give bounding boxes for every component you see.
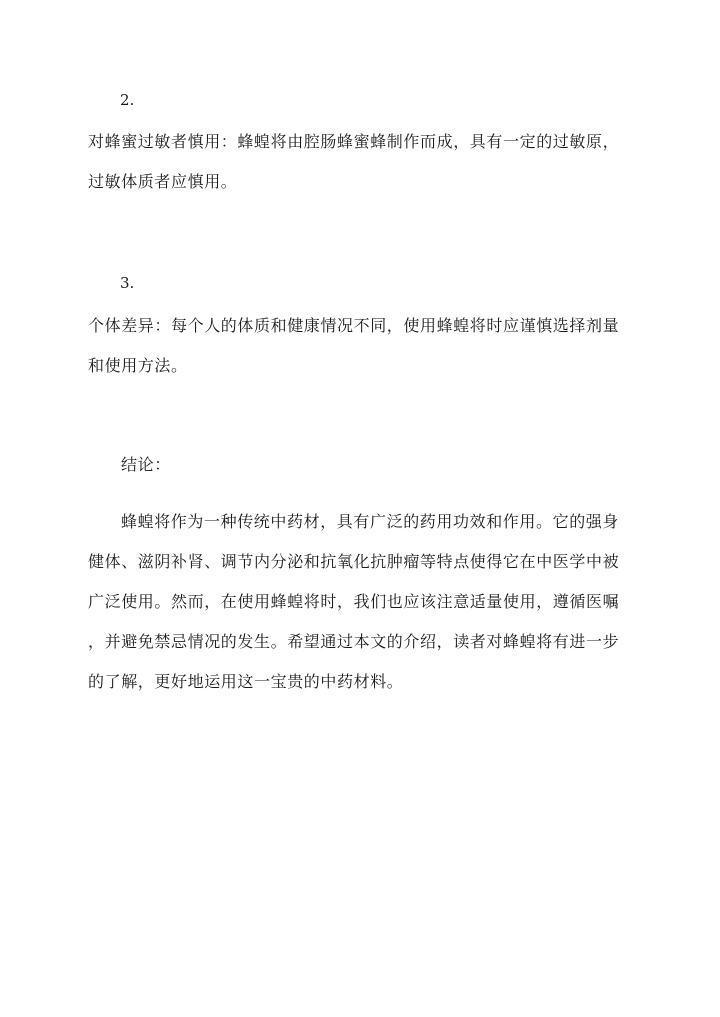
paragraph-line: 过敏体质者应慎用。 xyxy=(88,172,238,191)
paragraph-line: 对蜂蜜过敏者慎用：蜂蝗将由腔肠蜂蜜蜂制作而成，具有一定的过敏原， xyxy=(88,132,620,151)
paragraph-line: 广泛使用。然而，在使用蜂蝗将时，我们也应该注意适量使用，遵循医嘱 xyxy=(88,592,620,611)
paragraph-individual-differences xyxy=(88,306,636,386)
conclusion-heading: 结论： xyxy=(121,455,171,474)
paragraph-line: 个体差异：每个人的体质和健康情况不同，使用蜂蝗将时应谨慎选择剂量 xyxy=(88,316,620,335)
paragraph-allergy-caution xyxy=(88,122,636,202)
item-number-3: 3. xyxy=(120,274,135,292)
paragraph-line: 的了解，更好地运用这一宝贵的中药材料。 xyxy=(88,672,404,691)
paragraph-line: 和使用方法。 xyxy=(88,356,188,375)
item-number-2: 2. xyxy=(120,91,135,109)
conclusion-paragraph xyxy=(88,502,636,702)
paragraph-line: 蜂蝗将作为一种传统中药材，具有广泛的药用功效和作用。它的强身 xyxy=(121,512,620,531)
paragraph-line: 健体、滋阴补肾、调节内分泌和抗氧化抗肿瘤等特点使得它在中医学中被 xyxy=(88,552,620,571)
paragraph-line: ，并避免禁忌情况的发生。希望通过本文的介绍，读者对蜂蝗将有进一步 xyxy=(88,632,620,651)
